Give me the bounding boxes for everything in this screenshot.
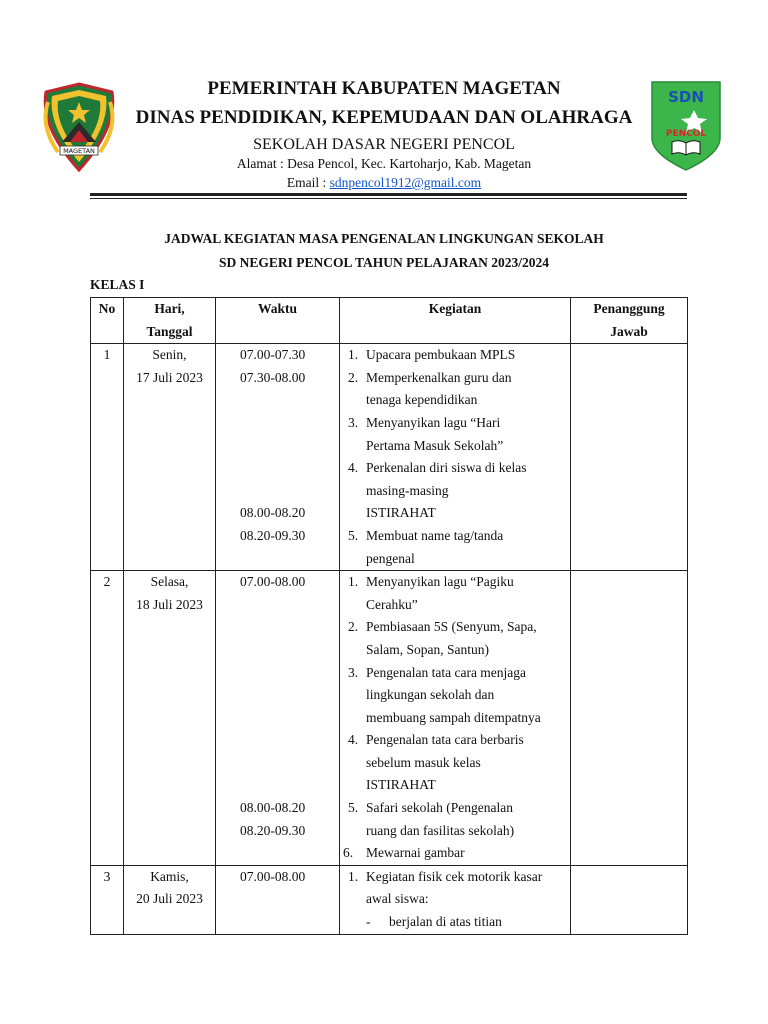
cell-day [124, 344, 216, 571]
activity-number: 1. [348, 347, 359, 363]
activity-number: 2. [348, 619, 359, 635]
activity-text: Mewarnai gambar [366, 845, 465, 861]
activity-line [340, 344, 570, 367]
activity-text: masing-masing [366, 482, 449, 498]
logo-left-caption: MAGETAN [63, 147, 95, 155]
activity-text: lingkungan sekolah dan [366, 687, 495, 703]
activity-line [340, 389, 570, 412]
activity-text: Kegiatan fisik cek motorik kasar [366, 868, 543, 884]
header-rule-thin [90, 198, 687, 199]
logo-right-bottom: PENCOL [665, 129, 707, 139]
logo-right-top: SDN [668, 88, 704, 106]
time-slot [240, 389, 339, 412]
time-slot [240, 616, 339, 639]
time-slot [240, 639, 339, 662]
activity-line [340, 435, 570, 458]
cell-time [216, 865, 340, 934]
activity-line [340, 797, 570, 820]
activity-text: ISTIRAHAT [366, 777, 436, 793]
activity-number: 1. [348, 868, 359, 884]
activity-line [340, 662, 570, 685]
time-slot [240, 594, 339, 617]
activity-text: Pengenalan tata cara berbaris [366, 732, 524, 748]
activity-line [340, 571, 570, 594]
activity-line [340, 888, 570, 911]
time-slot [240, 662, 339, 685]
activity-text: Menyanyikan lagu “Hari [366, 414, 501, 430]
activity-text: Safari sekolah (Pengenalan [366, 800, 513, 816]
header-activity: Kegiatan [340, 298, 571, 344]
activity-line [340, 774, 570, 797]
row-number: 3 [103, 868, 111, 884]
activity-number: 4. [348, 732, 359, 748]
cell-pj [571, 571, 688, 866]
time-slot: 08.20-09.30 [240, 527, 306, 543]
day-name: Senin, [152, 347, 187, 363]
cell-activity [340, 344, 571, 571]
cell-pj [571, 344, 688, 571]
activity-text: Membuat name tag/tanda [366, 527, 504, 543]
activity-text: Perkenalan diri siswa di kelas [366, 460, 527, 476]
school-address: Alamat : Desa Pencol, Kec. Kartoharjo, Kab. Magetan [236, 156, 532, 171]
table-row [91, 571, 688, 866]
school-email-line [0, 175, 768, 191]
time-slot [240, 842, 339, 865]
activity-text: Memperkenalkan guru dan [366, 369, 512, 385]
day-date: 20 Juli 2023 [136, 891, 203, 907]
time-slot: 07.00-07.30 [240, 347, 306, 363]
activity-line [340, 866, 570, 889]
activity-text: ruang dan fasilitas sekolah) [366, 822, 515, 838]
time-slot [240, 752, 339, 775]
cell-activity [340, 571, 571, 866]
class-label: KELAS I [90, 277, 145, 292]
time-slot: 07.00-08.00 [240, 574, 306, 590]
cell-time [216, 571, 340, 866]
table-row [91, 344, 688, 571]
time-slot [240, 435, 339, 458]
activity-text: Pembiasaan 5S (Senyum, Sapa, [366, 619, 537, 635]
time-slot [240, 457, 339, 480]
time-slot [240, 548, 339, 571]
activity-number: 2. [348, 369, 359, 385]
activity-line [340, 820, 570, 843]
header-time: Waktu [216, 298, 340, 344]
cell-pj [571, 865, 688, 934]
activity-text: berjalan di atas titian [389, 914, 502, 930]
school-name: SEKOLAH DASAR NEGERI PENCOL [253, 136, 515, 153]
email-label: Email : [286, 175, 330, 190]
activity-text: Upacara pembukaan MPLS [366, 347, 516, 363]
table-row [91, 865, 688, 934]
activity-text: Cerahku” [366, 596, 418, 612]
activity-line [340, 594, 570, 617]
activity-text: tenaga kependidikan [366, 392, 478, 408]
cell-activity [340, 865, 571, 934]
activity-number: 3. [348, 414, 359, 430]
activity-number: 4. [348, 460, 359, 476]
cell-day [124, 571, 216, 866]
activity-number: 1. [348, 574, 359, 590]
activity-text: Pertama Masuk Sekolah” [366, 437, 504, 453]
activity-line [340, 752, 570, 775]
activity-number: 6. [343, 845, 354, 861]
header-no: No [91, 298, 124, 344]
activity-line [340, 548, 570, 571]
time-slot [240, 684, 339, 707]
cell-time [216, 344, 340, 571]
activity-line [340, 639, 570, 662]
activity-line [340, 729, 570, 752]
cell-no [91, 344, 124, 571]
activity-dash: - [366, 914, 371, 930]
header-rule-thick [90, 193, 687, 196]
activity-line [340, 911, 570, 934]
activity-line [340, 412, 570, 435]
activity-line [340, 684, 570, 707]
activity-line [340, 457, 570, 480]
time-slot: 07.30-08.00 [240, 369, 306, 385]
time-slot [240, 729, 339, 752]
sdn-pencol-logo [650, 80, 722, 172]
activity-number: 5. [348, 527, 359, 543]
activity-line [340, 842, 570, 865]
time-slot [240, 774, 339, 797]
activity-number: 5. [348, 800, 359, 816]
time-slot [240, 707, 339, 730]
activity-line [340, 525, 570, 548]
header-pj: Penanggung Jawab [571, 298, 688, 344]
time-slot: 08.00-08.20 [240, 800, 306, 816]
letterhead [0, 0, 768, 205]
activity-text: membuang sampah ditempatnya [366, 709, 541, 725]
activity-number: 3. [348, 664, 359, 680]
activity-text: Salam, Sopan, Santun) [366, 641, 489, 657]
time-slot [240, 412, 339, 435]
time-slot [240, 480, 339, 503]
email-link[interactable]: sdnpencol1912@gmail.com [329, 175, 482, 190]
activity-line [340, 616, 570, 639]
header-day: Hari, Tanggal [124, 298, 216, 344]
time-slot [240, 888, 339, 911]
cell-day [124, 865, 216, 934]
day-name: Selasa, [150, 574, 189, 590]
activity-text: Pengenalan tata cara menjaga [366, 664, 527, 680]
day-date: 18 Juli 2023 [136, 596, 203, 612]
time-slot: 07.00-08.00 [240, 868, 306, 884]
activity-line [340, 480, 570, 503]
activity-text: awal siswa: [366, 891, 429, 907]
activity-line [340, 367, 570, 390]
document-title-line-2: SD NEGERI PENCOL TAHUN PELAJARAN 2023/2024 [219, 255, 549, 270]
row-number: 2 [103, 574, 111, 590]
cell-no [91, 865, 124, 934]
schedule-table [90, 297, 688, 935]
activity-text: sebelum masuk kelas [366, 754, 481, 770]
activity-line [340, 502, 570, 525]
time-slot: 08.20-09.30 [240, 822, 306, 838]
activity-text: ISTIRAHAT [366, 505, 436, 521]
activity-line [340, 707, 570, 730]
activity-text: pengenal [366, 550, 415, 566]
time-slot: 08.00-08.20 [240, 505, 306, 521]
document-title-line-1: JADWAL KEGIATAN MASA PENGENALAN LINGKUNGAN SEKOLAH [164, 231, 604, 246]
day-name: Kamis, [150, 868, 189, 884]
time-slot [240, 911, 339, 934]
header-line-1: PEMERINTAH KABUPATEN MAGETAN [207, 78, 561, 99]
day-date: 17 Juli 2023 [136, 369, 203, 385]
table-header-row [91, 298, 688, 344]
header-line-2: DINAS PENDIDIKAN, KEPEMUDAAN DAN OLAHRAGA [135, 107, 633, 128]
activity-text: Menyanyikan lagu “Pagiku [366, 574, 514, 590]
row-number: 1 [103, 347, 111, 363]
cell-no [91, 571, 124, 866]
